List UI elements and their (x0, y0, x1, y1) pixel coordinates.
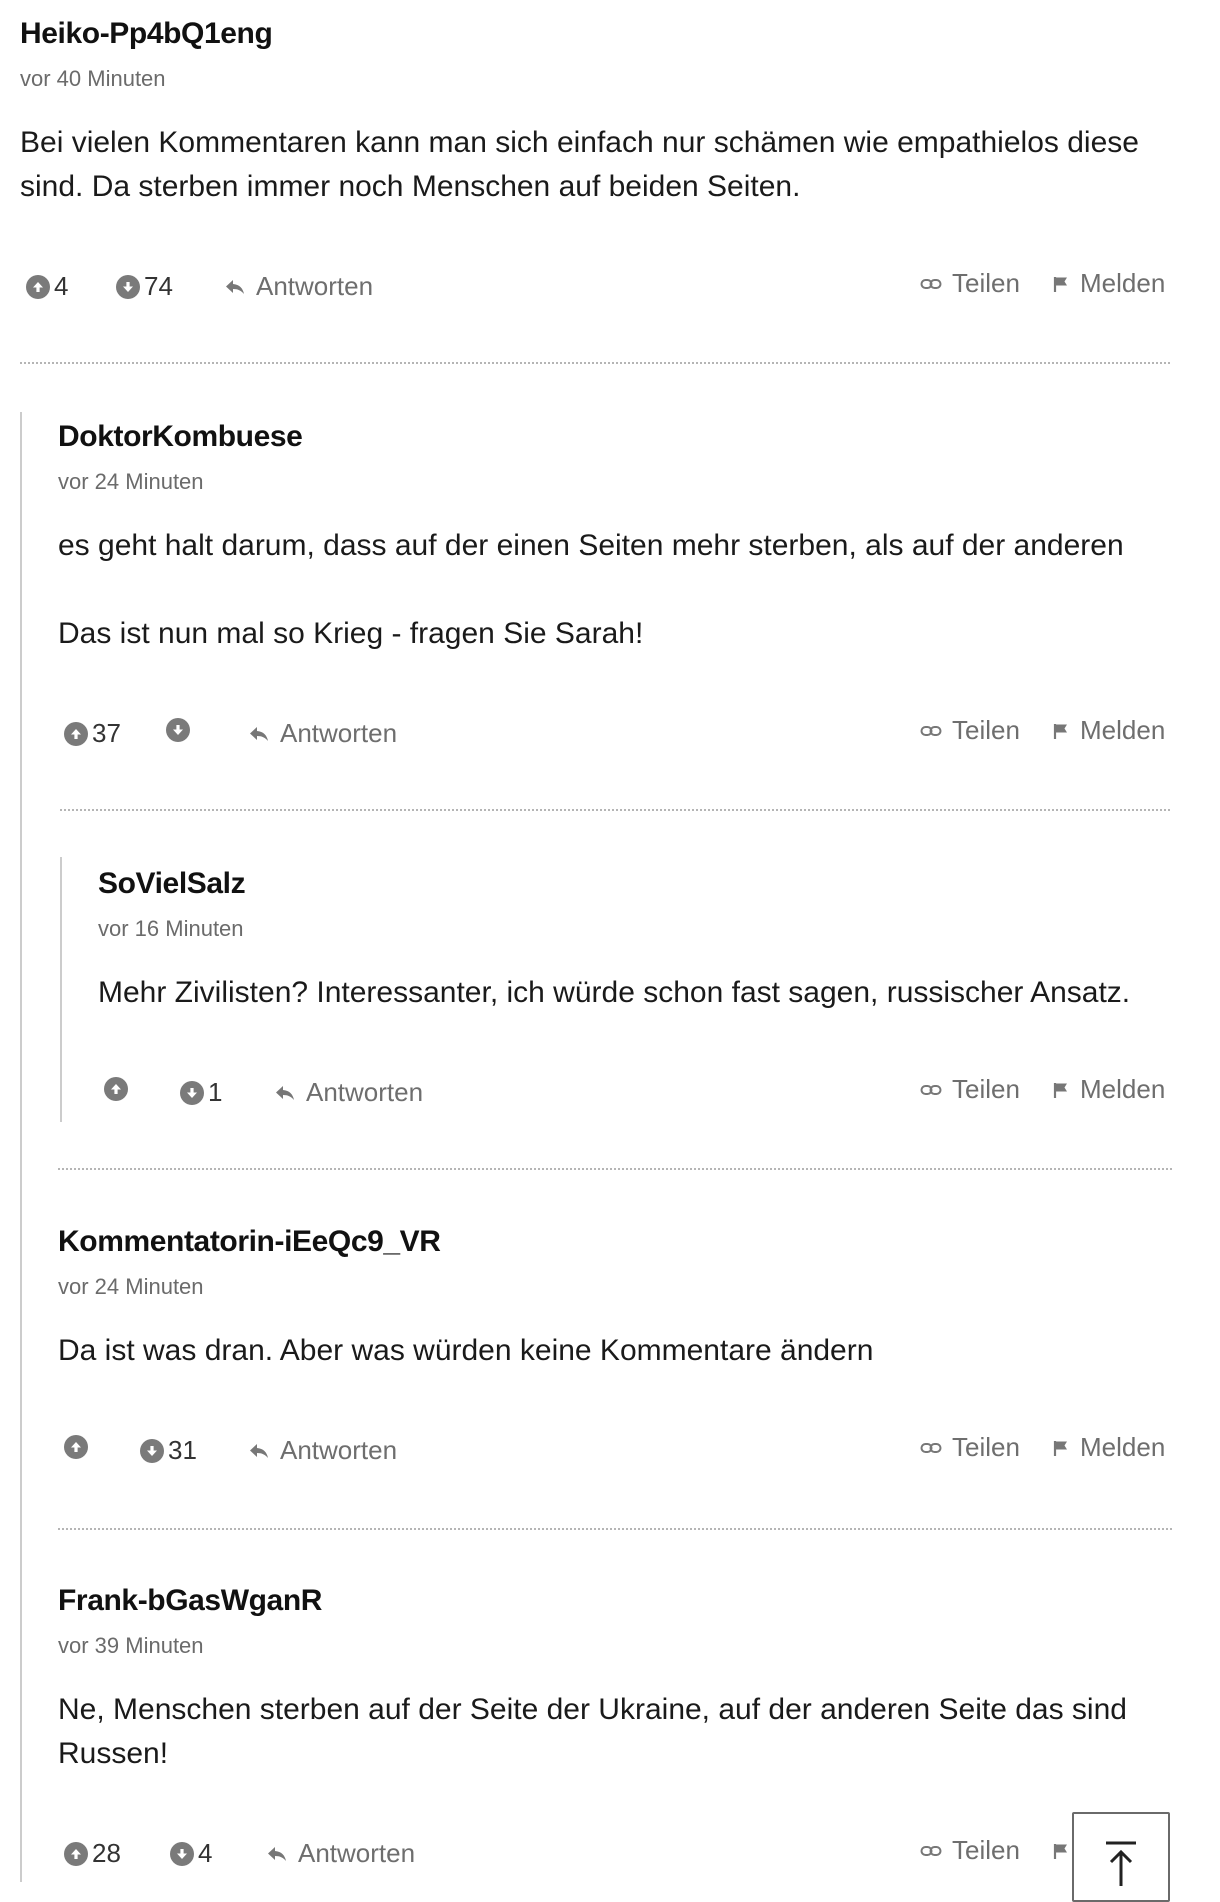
comment-time: vor 24 Minuten (58, 1274, 204, 1299)
comment-paragraph: Das ist nun mal so Krieg - fragen Sie Sarah! (58, 617, 644, 650)
reply-label: Antworten (280, 1435, 398, 1465)
arrow-up-circle-icon (64, 1842, 88, 1866)
reply-button[interactable] (248, 1435, 397, 1466)
reply-arrow-icon (224, 278, 246, 296)
report-label: Melden (1080, 715, 1166, 745)
comment-divider (60, 809, 1170, 811)
report-button[interactable] (1052, 715, 1165, 746)
arrow-up-circle-icon (104, 1077, 128, 1101)
upvote-button[interactable] (64, 1838, 121, 1869)
report-button[interactable] (1052, 1432, 1165, 1463)
comment-paragraph: Da ist was dran. Aber was würden keine Kommentare ändern (58, 1334, 874, 1367)
link-icon (920, 1083, 942, 1097)
comment-author[interactable]: SoVielSalz (98, 867, 246, 900)
flag-icon (1052, 275, 1070, 293)
comment-body (98, 971, 1178, 1015)
share-button[interactable] (920, 268, 1020, 299)
reply-arrow-icon (248, 725, 270, 743)
arrow-up-circle-icon (64, 1435, 88, 1459)
comment-divider (20, 362, 1170, 364)
share-label: Teilen (952, 1835, 1020, 1865)
reply-button[interactable] (224, 271, 373, 302)
reply-label: Antworten (306, 1077, 424, 1107)
comment-body (20, 121, 1180, 209)
comment-time: vor 16 Minuten (98, 916, 244, 941)
downvote-button[interactable] (140, 1435, 197, 1466)
comment-body (58, 1688, 1158, 1776)
comment-author[interactable]: DoktorKombuese (58, 420, 303, 453)
downvote-count: 74 (144, 271, 173, 301)
comment-paragraph: Mehr Zivilisten? Interessanter, ich würde schon fast sagen, russischer Ansatz. (98, 976, 1131, 1009)
upvote-count: 37 (92, 718, 121, 748)
arrow-down-circle-icon (116, 275, 140, 299)
link-icon (920, 277, 942, 291)
downvote-button[interactable] (166, 718, 194, 742)
reply-arrow-icon (248, 1442, 270, 1460)
downvote-button[interactable] (180, 1077, 222, 1108)
share-button[interactable] (920, 1835, 1020, 1866)
reply-label: Antworten (298, 1838, 416, 1868)
report-label: Melden (1080, 268, 1166, 298)
share-label: Teilen (952, 268, 1020, 298)
flag-icon (1052, 1842, 1070, 1860)
reply-button[interactable] (248, 718, 397, 749)
flag-icon (1052, 722, 1070, 740)
upvote-button[interactable] (64, 1435, 92, 1459)
comment-body (58, 524, 1178, 656)
comment-paragraph: es geht halt darum, dass auf der einen Seiten mehr sterben, als auf der anderen (58, 529, 1124, 562)
share-label: Teilen (952, 1432, 1020, 1462)
share-label: Teilen (952, 715, 1020, 745)
share-button[interactable] (920, 1432, 1020, 1463)
upvote-count: 4 (54, 271, 69, 301)
reply-label: Antworten (280, 718, 398, 748)
comment-time: vor 40 Minuten (20, 66, 166, 91)
reply-button[interactable] (274, 1077, 423, 1108)
share-button[interactable] (920, 1074, 1020, 1105)
upvote-button[interactable] (104, 1077, 132, 1101)
comment-divider (58, 1168, 1172, 1170)
flag-icon (1052, 1081, 1070, 1099)
reply-arrow-icon (274, 1084, 296, 1102)
downvote-count: 1 (208, 1077, 223, 1107)
comment-body (58, 1329, 1178, 1373)
share-label: Teilen (952, 1074, 1020, 1104)
upvote-count: 28 (92, 1838, 121, 1868)
reply-arrow-icon (266, 1845, 288, 1863)
link-icon (920, 1844, 942, 1858)
downvote-button[interactable] (116, 271, 173, 302)
arrow-down-circle-icon (170, 1842, 194, 1866)
arrow-up-circle-icon (26, 275, 50, 299)
arrow-down-circle-icon (140, 1439, 164, 1463)
comment-paragraph: Bei vielen Kommentaren kann man sich einfach nur schämen wie empathielos diese sind. Da sterben immer noch Menschen auf beiden Seiten. (20, 126, 1139, 203)
thread-line-level-1 (20, 412, 22, 1882)
arrow-up-circle-icon (64, 722, 88, 746)
report-label: Melden (1080, 1074, 1166, 1104)
report-button[interactable] (1052, 268, 1165, 299)
share-button[interactable] (920, 715, 1020, 746)
link-icon (920, 1441, 942, 1455)
downvote-button[interactable] (170, 1838, 212, 1869)
thread-line-level-2 (60, 857, 62, 1122)
comment-author[interactable]: Kommentatorin-iEeQc9_VR (58, 1225, 441, 1258)
comment-author[interactable]: Heiko-Pp4bQ1eng (20, 17, 273, 50)
flag-icon (1052, 1439, 1070, 1457)
downvote-count: 4 (198, 1838, 213, 1868)
upvote-button[interactable] (26, 271, 68, 302)
comment-divider (58, 1528, 1172, 1530)
report-button[interactable] (1052, 1074, 1165, 1105)
report-label: Melden (1080, 1432, 1166, 1462)
downvote-count: 31 (168, 1435, 197, 1465)
upvote-button[interactable] (64, 718, 121, 749)
scroll-to-top-button[interactable] (1072, 1812, 1170, 1902)
comment-time: vor 39 Minuten (58, 1633, 204, 1658)
comment-time: vor 24 Minuten (58, 469, 204, 494)
comment-paragraph: Ne, Menschen sterben auf der Seite der Ukraine, auf der anderen Seite das sind Russen! (58, 1693, 1127, 1770)
arrow-to-top-icon (1101, 1840, 1141, 1891)
reply-label: Antworten (256, 271, 374, 301)
reply-button[interactable] (266, 1838, 415, 1869)
arrow-down-circle-icon (180, 1081, 204, 1105)
arrow-down-circle-icon (166, 718, 190, 742)
comment-author[interactable]: Frank-bGasWganR (58, 1584, 323, 1617)
link-icon (920, 724, 942, 738)
